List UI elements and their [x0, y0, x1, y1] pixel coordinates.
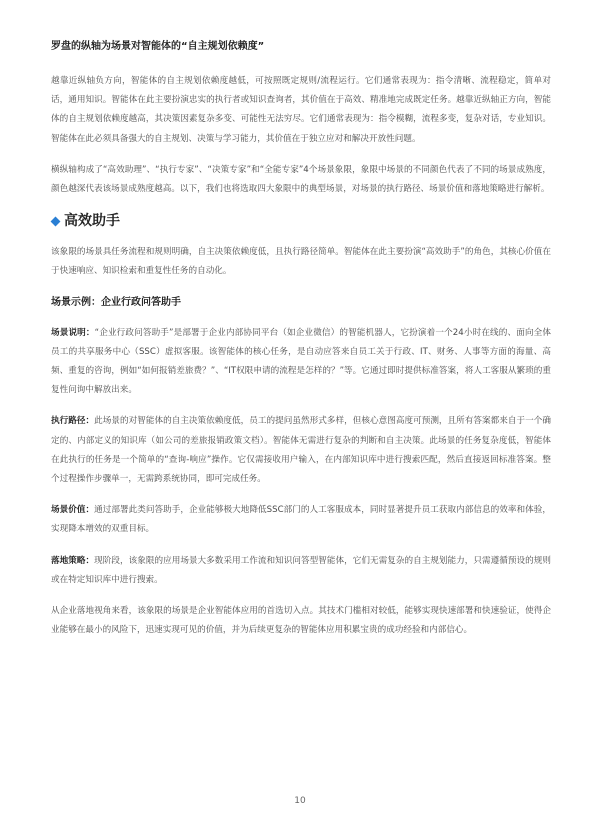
closing-paragraph: 从企业落地视角来看，该象限的场景是企业智能体应用的首选切入点。其技术门槛相对较低，能够实现快速部署和快速验证，使得企业能够在最小的风险下，迅速实现可见的价值，并为后续更复杂的智能体应用积累宝贵的成功经验和内部信心。 [51, 606, 551, 636]
axis-paragraph-1: 越靠近纵轴负方向，智能体的自主规划依赖度越低，可按照既定规则/流程运行。它们通常表现为：指令清晰、流程稳定，简单对话，通用知识。智能体在此主要扮演忠实的执行者或知识查询者，其价值在于高效、精准地完成既定任务。越靠近纵轴正方向，智能体的自主规划依赖度越高，其决策因素复杂多变、可能性无法穷尽。它们通常表现为：指令模糊，流程多变，复杂对话，专业知识。智能体在此必须具备强大的自主规划、决策与学习能力，其价值在于独立应对和解决开放性问题。 [51, 76, 551, 144]
page-content [51, 40, 551, 640]
scenario-text: “企业行政问答助手”是部署于企业内部协同平台（如企业微信）的智能机器人，它扮演着一个24小时在线的、面向全体员工的共享服务中心（SSC）虚拟客服。该智能体的核心任务，是自动应答来自员工关于行政、IT、财务、人事等方面的海量、高频、重复的咨询，例如“如何报销差旅费？”、“IT权限申请的流程是怎样的？”等。它通过即时提供标准答案，将人工客服从繁琐的重复性问询中解放出来。 [51, 327, 551, 396]
scenario-value [51, 501, 551, 539]
value-text: 通过部署此类问答助手，企业能够极大地降低SSC部门的人工客服成本，同时显著提升员工获取内部信息的效率和体验，实现降本增效的双重目标。 [51, 505, 551, 535]
section-heading [51, 211, 551, 231]
value-label: 场景价值： [51, 505, 95, 516]
section-title: 高效助手 [64, 213, 120, 230]
scenario-description [51, 324, 551, 401]
execution-path [51, 412, 551, 489]
page-number: 10 [294, 796, 306, 806]
section-intro: 该象限的场景具任务流程和规则明确，自主决策依赖度低，且执行路径简单。智能体在此主要扮演“高效助手”的角色，其核心价值在于快速响应、知识检索和重复性任务的自动化。 [51, 247, 551, 277]
path-text: 此场景的对智能体的自主决策依赖度低，员工的提问虽然形式多样，但核心意图高度可预测，且所有答案都来自于一个确定的、内部定义的知识库（如公司的差旅报销政策文档）。智能体无需进行复杂的判断和自主决策。此场景的任务复杂度低，智能体在此执行的任务是一个简单的“查询-响应”操作。它仅需接收用户输入，在内部知识库中进行搜索匹配，然后直接返回标准答案。整个过程操作步骤单一，无需跨系统协同，即可完成任务。 [51, 416, 551, 485]
strategy-label: 落地策略： [51, 555, 95, 566]
axis-heading: 罗盘的纵轴为场景对智能体的“自主规划依赖度” [51, 41, 265, 52]
example-heading: 场景示例：企业行政问答助手 [51, 296, 181, 308]
strategy-text: 现阶段，该象限的应用场景大多数采用工作流和知识问答型智能体，它们无需复杂的自主规划能力，只需遵循预设的规则或在特定知识库中进行搜索。 [51, 555, 551, 585]
diamond-bullet-icon [51, 216, 61, 226]
path-label: 执行路径： [51, 416, 95, 427]
scenario-label: 场景说明： [51, 327, 95, 338]
landing-strategy [51, 552, 551, 590]
axis-paragraph-2: 横纵轴构成了“高效助理”、“执行专家”、“决策专家”和“全能专家”4个场景象限，象限中场景的不同颜色代表了不同的场景成熟度，颜色越深代表该场景成熟度越高。以下，我们也将选取四大象限中的典型场景，对场景的执行路径、场景价值和落地策略进行解析。 [51, 164, 551, 195]
